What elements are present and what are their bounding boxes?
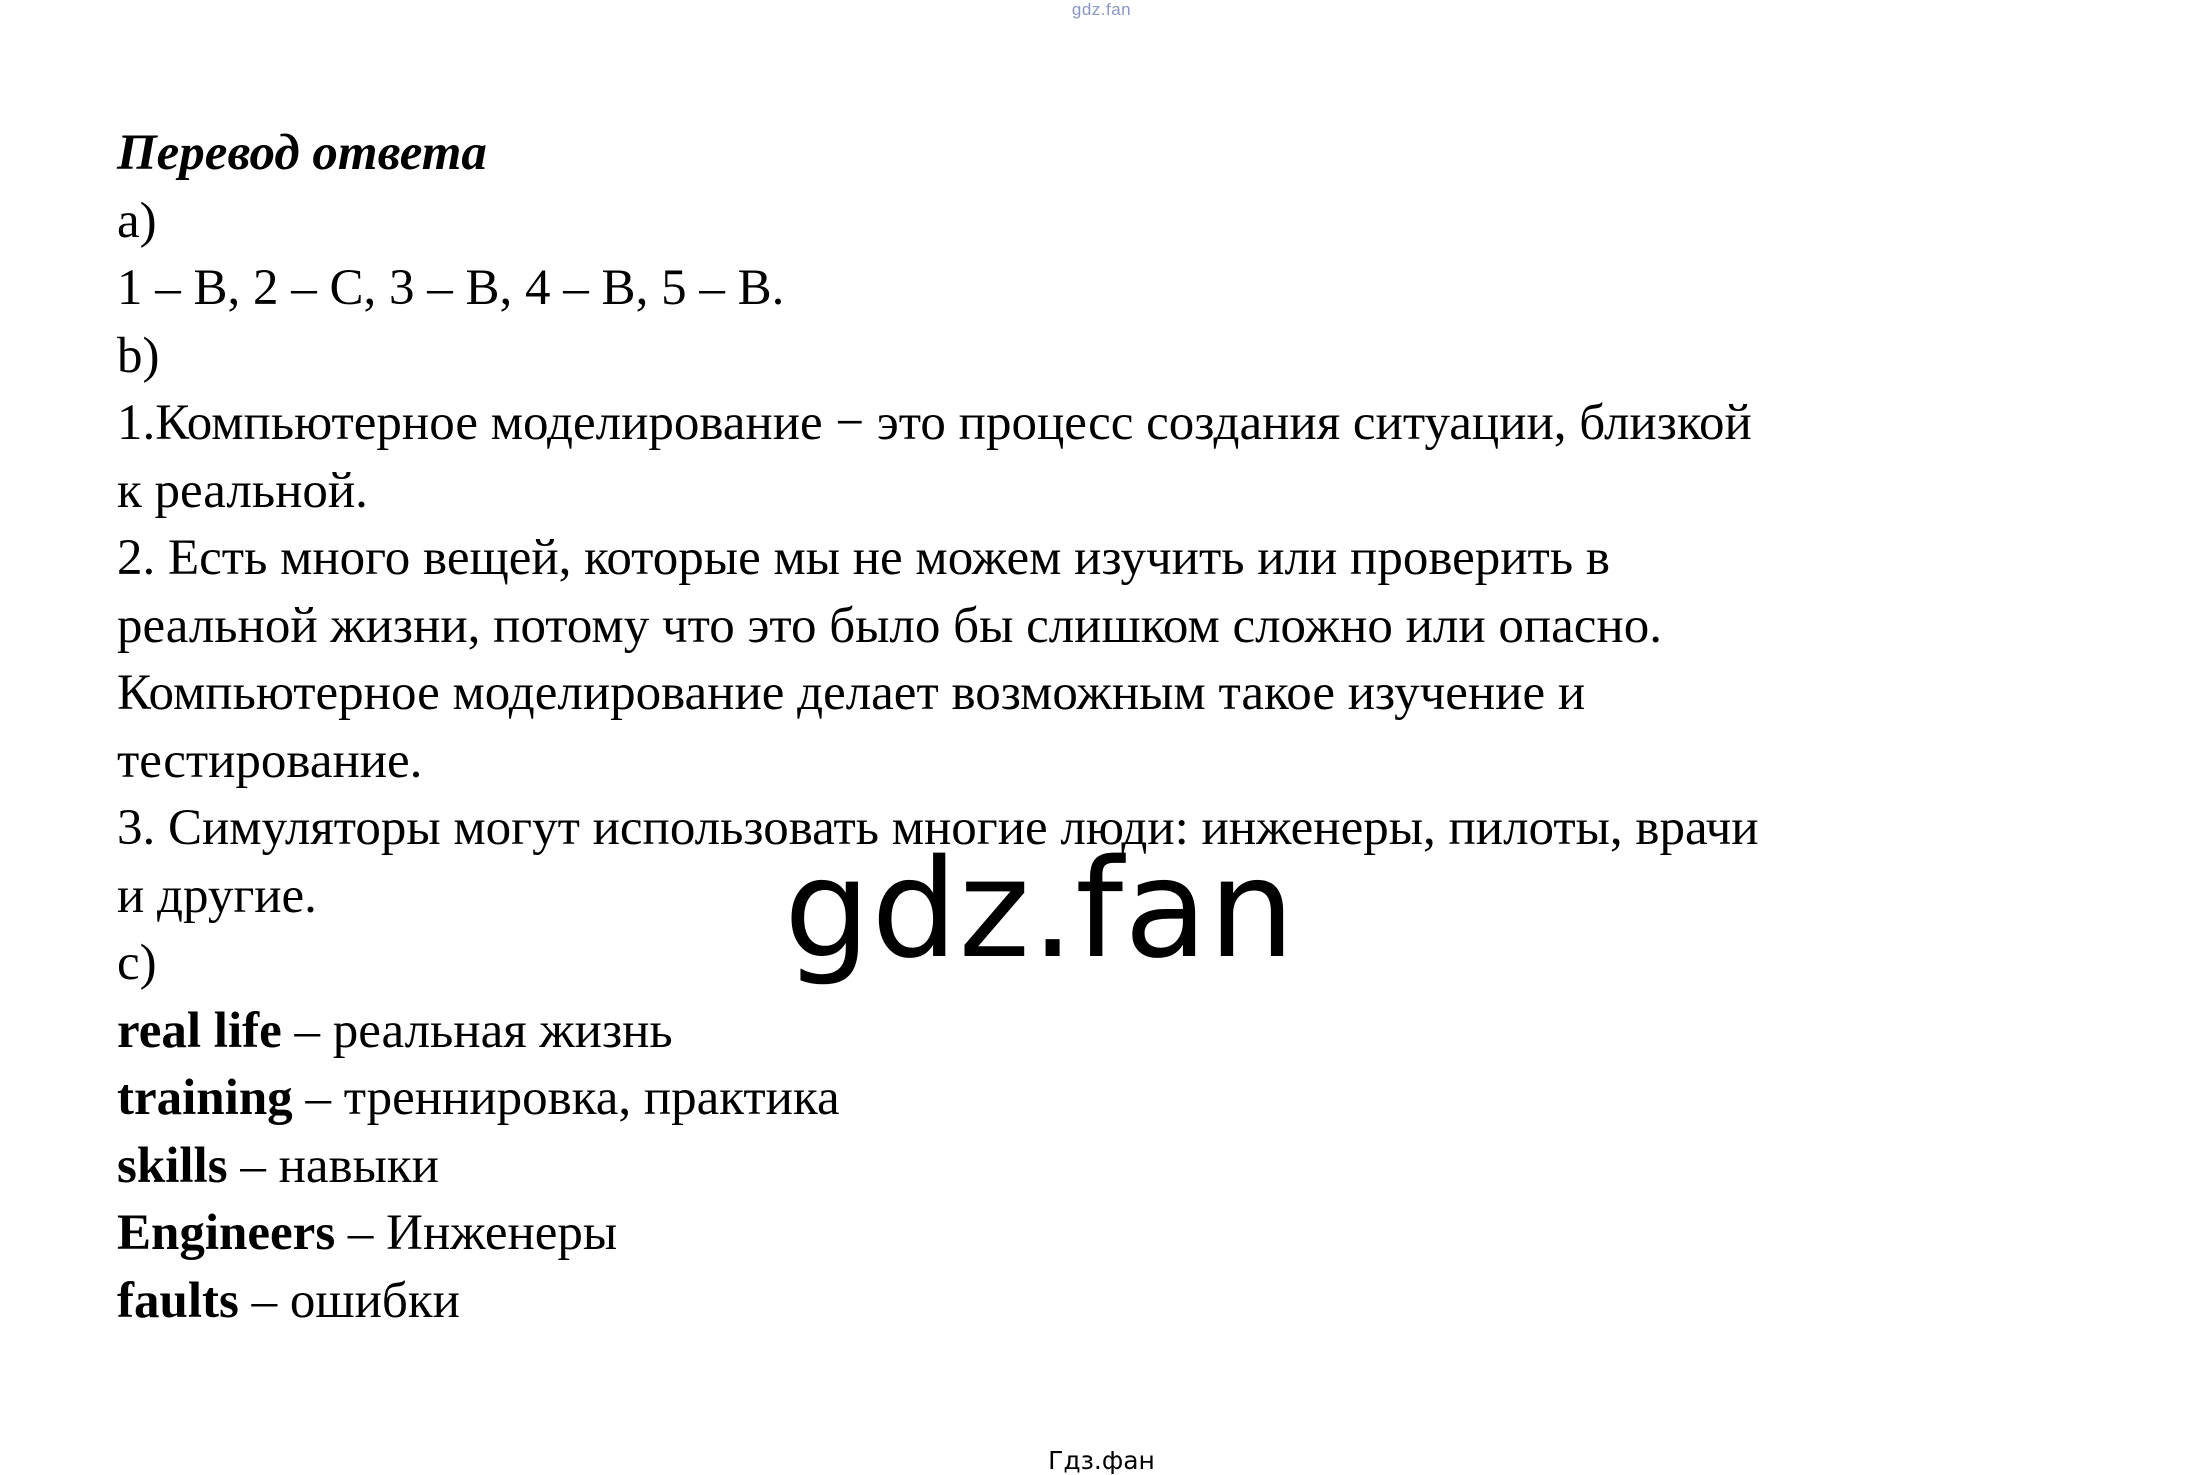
vocabulary-term: Engineers — [117, 1205, 336, 1261]
vocabulary-item — [117, 1133, 2117, 1201]
vocabulary-item — [117, 1268, 2117, 1336]
document-title: Перевод ответа — [117, 125, 487, 181]
big-watermark: gdz.fan — [784, 831, 1296, 989]
vocabulary-item — [117, 998, 2117, 1066]
section-a-label: a) — [117, 192, 157, 249]
section-b-line: к реальной. — [117, 462, 368, 519]
section-b-line: 2. Есть много вещей, которые мы не можем изучить или проверить в — [117, 530, 1610, 586]
section-c-label: c) — [117, 935, 157, 991]
vocabulary-translation: – реальная жизнь — [281, 1002, 673, 1059]
footer-watermark: Гдз.фан — [1048, 1446, 1155, 1475]
section-b-line: Компьютерное моделирование делает возможным такое изучение и — [117, 665, 1586, 721]
vocabulary-translation: – Инженеры — [335, 1205, 618, 1261]
vocabulary-item — [117, 1200, 2117, 1268]
section-b-line: 3. Симуляторы могут использовать многие люди: инженеры, пилоты, врачи — [117, 800, 1759, 856]
vocabulary-term: real life — [117, 1002, 282, 1059]
section-b-line: тестирование. — [117, 732, 423, 789]
vocabulary-item — [117, 1065, 2117, 1133]
vocabulary-translation: – треннировка, практика — [292, 1070, 840, 1126]
section-b-line: и другие. — [117, 867, 317, 924]
section-b-line: 1.Компьютерное моделирование − это процесс создания ситуации, близкой — [117, 395, 1752, 451]
section-a-answers: 1 – B, 2 – C, 3 – B, 4 – B, 5 – B. — [117, 260, 785, 316]
vocabulary-term: faults — [117, 1272, 239, 1329]
vocabulary-translation: – ошибки — [238, 1272, 460, 1329]
vocabulary-term: training — [117, 1070, 293, 1126]
top-watermark: gdz.fan — [1071, 0, 1132, 19]
vocabulary-translation: – навыки — [227, 1137, 439, 1194]
vocabulary-term: skills — [117, 1137, 228, 1194]
section-b-label: b) — [117, 327, 160, 384]
section-b-line: реальной жизни, потому что это было бы слишком сложно или опасно. — [117, 597, 1662, 654]
answer-document — [117, 120, 2117, 1335]
